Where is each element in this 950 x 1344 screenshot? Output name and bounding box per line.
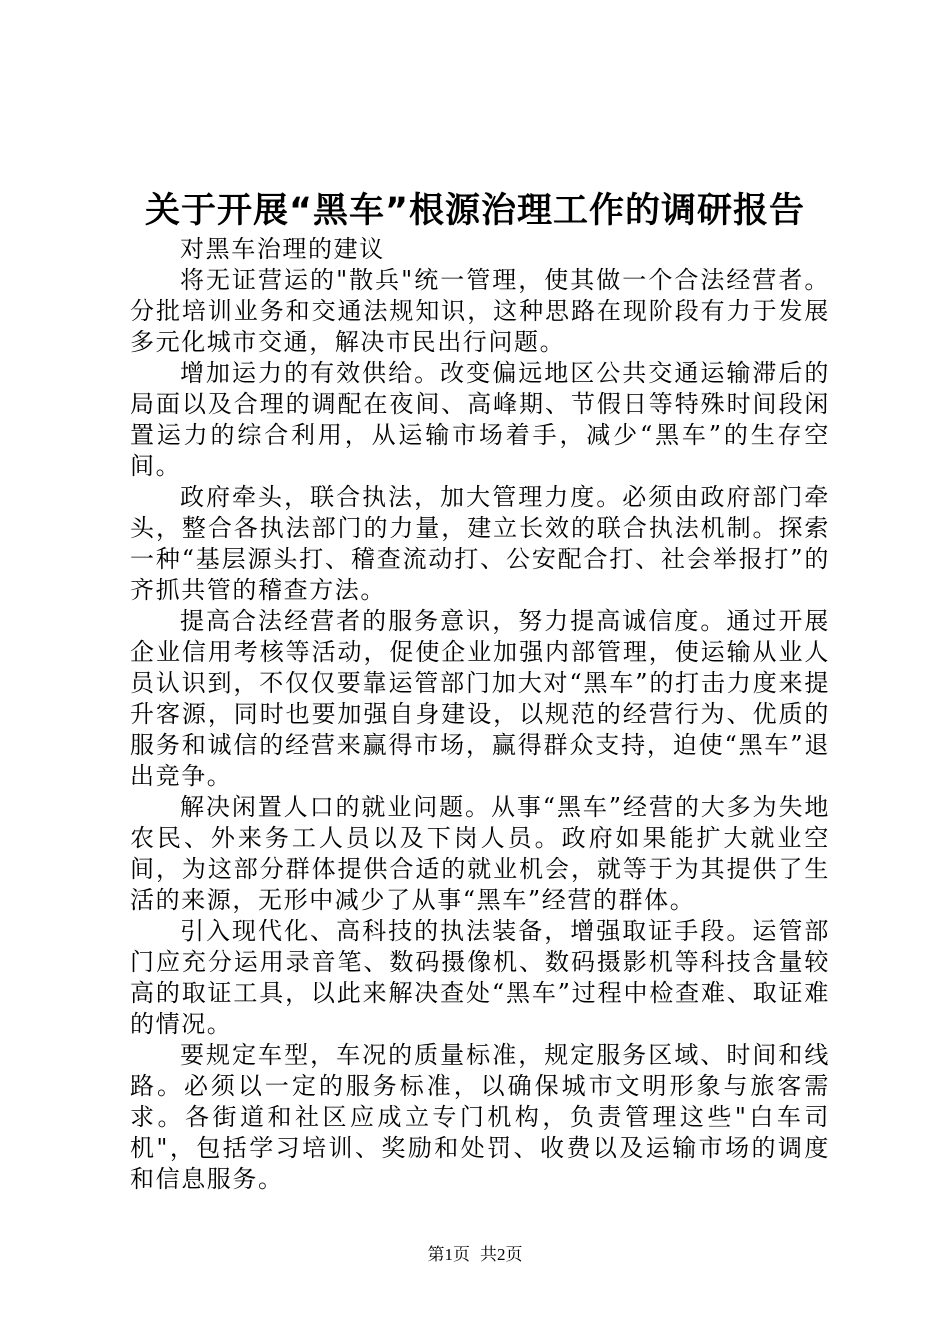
- paragraph: 政府牵头，联合执法，加大管理力度。必须由政府部门牵头，整合各执法部门的力量，建立长效的联合执法机制。探索一种“基层源头打、稽查流动打、公安配合打、社会举报打”的齐抓共管的稽查方法。: [130, 483, 830, 604]
- paragraph: 引入现代化、高科技的执法装备，增强取证手段。运管部门应充分运用录音笔、数码摄像机、数码摄影机等科技含量较高的取证工具，以此来解决查处“黑车”过程中检查难、取证难的情况。: [130, 917, 830, 1038]
- page-total: 共2页: [480, 1245, 523, 1264]
- paragraph: 将无证营运的"散兵"统一管理，使其做一个合法经营者。分批培训业务和交通法规知识，这种思路在现阶段有力于发展多元化城市交通，解决市民出行问题。: [130, 266, 830, 356]
- paragraph: 解决闲置人口的就业问题。从事“黑车”经营的大多为失地农民、外来务工人员以及下岗人员。政府如果能扩大就业空间，为这部分群体提供合适的就业机会，就等于为其提供了生活的来源，无形中减少了从事“黑车”经营的群体。: [130, 793, 830, 914]
- page-number: 第1页: [427, 1245, 470, 1264]
- paragraph: 要规定车型，车况的质量标准，规定服务区域、时间和线路。必须以一定的服务标准，以确保城市文明形象与旅客需求。各街道和社区应成立专门机构，负责管理这些"白车司机"，包括学习培训、奖励和处罚、收费以及运输市场的调度和信息服务。: [130, 1041, 830, 1193]
- document-title: 关于开展“黑车”根源治理工作的调研报告: [144, 191, 805, 231]
- paragraph: 增加运力的有效供给。改变偏远地区公共交通运输滞后的局面以及合理的调配在夜间、高峰期、节假日等特殊时间段闲置运力的综合利用，从运输市场着手，减少“黑车”的生存空间。: [130, 359, 830, 480]
- document-body: [130, 234, 830, 1195]
- paragraph: 提高合法经营者的服务意识，努力提高诚信度。通过开展企业信用考核等活动，促使企业加强内部管理，使运输从业人员认识到，不仅仅要靠运管部门加大对“黑车”的打击力度来提升客源，同时也要加强自身建设，以规范的经营行为、优质的服务和诚信的经营来赢得市场，赢得群众支持，迫使“黑车”退出竞争。: [130, 607, 830, 790]
- section-subheading: 对黑车治理的建议: [180, 235, 385, 263]
- page-footer: [0, 1244, 950, 1266]
